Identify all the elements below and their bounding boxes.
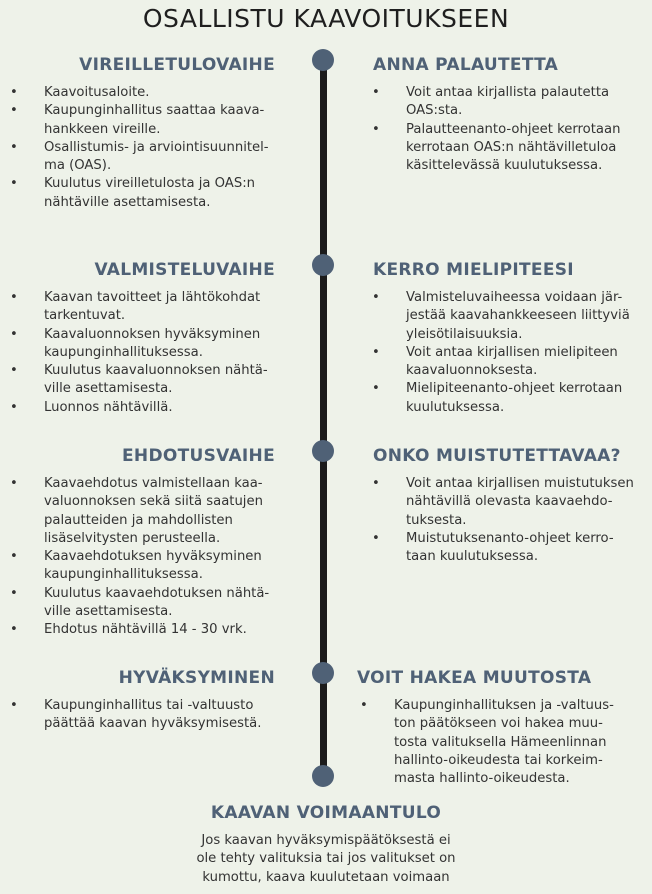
list-item: • Kaupunginhallitus tai -valtuusto päättää kaavan hyväksymisestä. xyxy=(10,697,292,734)
hyvaksyminen-list xyxy=(10,697,292,734)
timeline-dot xyxy=(312,49,334,71)
timeline-dot xyxy=(312,765,334,787)
list-item: • Kaavoitusaloite. xyxy=(10,84,292,102)
final-heading: KAAVAN VOIMAANTULO xyxy=(210,803,442,823)
timeline-dot xyxy=(312,440,334,462)
section-heading-kerro-mielipiteesi: KERRO MIELIPITEESI xyxy=(373,260,574,280)
list-item: • Kaavaehdotus valmistellaan kaa- valuonnoksen sekä siitä saatujen palautteiden ja mahdollisten lisäselvitysten perusteella. xyxy=(10,475,292,548)
list-item: • Ehdotus nähtävillä 14 - 30 vrk. xyxy=(10,621,292,639)
list-item: • Voit antaa kirjallista palautetta OAS:sta. xyxy=(372,84,650,121)
final-text: Jos kaavan hyväksymispäätöksestä ei ole tehty valituksia tai jos valitukset on kumottu, kaava kuulutetaan voimaan xyxy=(196,833,456,885)
list-item: • Kuulutus kaavaluonnoksen nähtä- ville asettamisesta. xyxy=(10,362,292,399)
list-item: • Palautteenanto-ohjeet kerrotaan kerrotaan OAS:n nähtävilletuloa käsittelevässä kuulutuksessa. xyxy=(372,121,650,176)
list-item: • Kuulutus kaavaehdotuksen nähtä- ville asettamisesta. xyxy=(10,585,292,622)
ehdotusvaihe-list xyxy=(10,475,292,640)
section-heading-valmisteluvaihe: VALMISTELUVAIHE xyxy=(94,260,275,280)
list-item: • Kaupunginhallitus saattaa kaava- hankkeen vireille. xyxy=(10,102,292,139)
list-item: • Kuulutus vireilletulosta ja OAS:n nähtäville asettamisesta. xyxy=(10,175,292,212)
timeline-dot xyxy=(312,662,334,684)
vireilletulovaihe-list xyxy=(10,84,292,212)
list-item: • Muistutuksenanto-ohjeet kerro- taan kuulutuksessa. xyxy=(372,530,650,567)
list-item: • Luonnos nähtävillä. xyxy=(10,399,292,417)
list-item: • Voit antaa kirjallisen mielipiteen kaavaluonnoksesta. xyxy=(372,344,650,381)
timeline-dot xyxy=(312,254,334,276)
section-heading-vireilletulovaihe: VIREILLETULOVAIHE xyxy=(79,55,275,75)
section-heading-ehdotusvaihe: EHDOTUSVAIHE xyxy=(122,446,275,466)
valmisteluvaihe-list xyxy=(10,289,292,417)
kerro-mielipiteesi-list xyxy=(372,289,650,417)
anna-palautetta-list xyxy=(372,84,650,175)
list-item: • Kaavaluonnoksen hyväksyminen kaupunginhallituksessa. xyxy=(10,326,292,363)
list-item: • Osallistumis- ja arviointisuunnitel- ma (OAS). xyxy=(10,139,292,176)
list-item: • Mielipiteenanto-ohjeet kerrotaan kuulutuksessa. xyxy=(372,380,650,417)
list-item: • Kaupunginhallituksen ja -valtuus- ton päätökseen voi hakea muu- tosta valituksella Hämeenlinnan hallinto-oikeudesta tai korkeim- masta hallinto-oikeudesta. xyxy=(360,697,650,788)
list-item: • Voit antaa kirjallisen muistutuksen nähtävillä olevasta kaavaehdo- tuksesta. xyxy=(372,475,650,530)
list-item: • Kaavan tavoitteet ja lähtökohdat tarkentuvat. xyxy=(10,289,292,326)
list-item: • Valmisteluvaiheessa voidaan jär- jestää kaavahankkeeseen liittyviä yleisötilaisuuksia. xyxy=(372,289,650,344)
section-heading-hyvaksyminen: HYVÄKSYMINEN xyxy=(118,668,275,688)
section-heading-anna-palautetta: ANNA PALAUTETTA xyxy=(373,55,559,75)
page-title: OSALLISTU KAAVOITUKSEEN xyxy=(142,4,510,33)
section-heading-onko-muistutettavaa: ONKO MUISTUTETTAVAA? xyxy=(373,446,621,466)
onko-muistutettavaa-list xyxy=(372,475,650,566)
list-item: • Kaavaehdotuksen hyväksyminen kaupunginhallituksessa. xyxy=(10,548,292,585)
voit-hakea-muutosta-list xyxy=(360,697,650,788)
section-heading-voit-hakea-muutosta: VOIT HAKEA MUUTOSTA xyxy=(357,668,592,688)
